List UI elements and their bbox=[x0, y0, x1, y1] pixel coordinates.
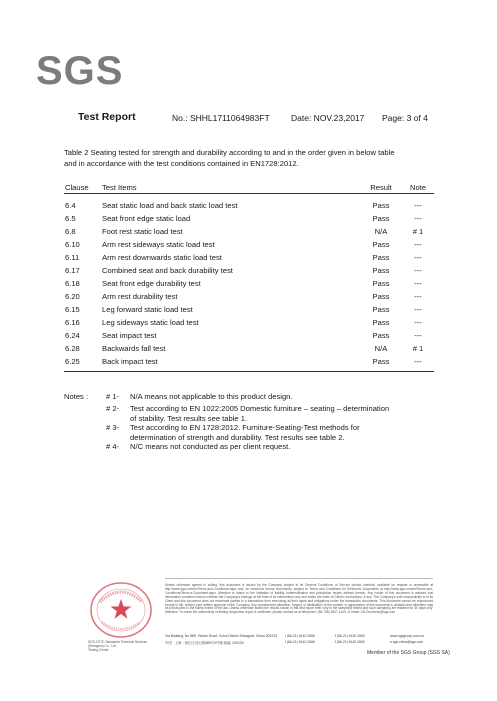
authenticity-note: Attention: To check the authenticity of testing /inspection report & certificate, please contact us at telephone: (86-755) 8307 1443, bbox=[165, 610, 347, 615]
note-line: Test according to EN 1728:2012. Furniture-Seating-Test methods for bbox=[130, 423, 360, 432]
clause-cell: 6.24 bbox=[65, 331, 80, 340]
address-chinese-row bbox=[165, 640, 424, 645]
header-test-items: Test Items bbox=[102, 183, 137, 192]
company-seal bbox=[88, 580, 154, 640]
note-cell: --- bbox=[414, 253, 422, 262]
intro-line: Table 2 Seating tested for strength and durability according to and in the order given in below table bbox=[64, 148, 395, 157]
table-row bbox=[64, 214, 434, 226]
note-text bbox=[130, 404, 436, 423]
phone: t (86-21) 6140 2666 bbox=[285, 634, 315, 638]
result-cell: Pass bbox=[372, 318, 390, 327]
test-item-cell: Seat static load and back static load test bbox=[102, 201, 238, 210]
result-cell: Pass bbox=[372, 331, 390, 340]
clause-cell: 6.15 bbox=[65, 305, 80, 314]
address-cn: 中国 · 上海 · 徐汇区宜山路889号3号楼 邮编: 200233 bbox=[165, 641, 244, 645]
note-cell: --- bbox=[414, 305, 422, 314]
fax: f (86-21) 6140 2660 bbox=[335, 640, 365, 644]
result-cell: Pass bbox=[372, 357, 390, 366]
note-marker: # 1- bbox=[106, 392, 120, 401]
member-statement: Member of the SGS Group (SGS SA) bbox=[367, 650, 450, 656]
test-item-cell: Arm rest sideways static load test bbox=[102, 240, 215, 249]
table-row bbox=[64, 253, 434, 265]
clause-cell: 6.16 bbox=[65, 318, 80, 327]
result-cell: Pass bbox=[372, 253, 390, 262]
table-row bbox=[64, 305, 434, 317]
clause-cell: 6.17 bbox=[65, 266, 80, 275]
result-cell: N/A bbox=[374, 344, 388, 353]
table-row bbox=[64, 201, 434, 213]
clause-cell: 6.5 bbox=[65, 214, 76, 223]
test-item-cell: Arm rest durability test bbox=[102, 292, 178, 301]
fax: f (86-21) 6140 2660 bbox=[335, 634, 365, 638]
header-rule bbox=[64, 193, 434, 194]
result-cell: N/A bbox=[374, 227, 388, 236]
report-header bbox=[78, 112, 438, 126]
table-row bbox=[64, 279, 434, 291]
table-row bbox=[64, 227, 434, 239]
table-row bbox=[64, 357, 434, 369]
logo-text: SGS bbox=[36, 49, 124, 93]
note-cell: --- bbox=[414, 214, 422, 223]
table-bottom-rule bbox=[64, 371, 434, 372]
terms-text: Unless otherwise agreed in writing, this document is issued by the Company subject to its General Conditions of Service printed overleaf, available on request or accessible at http://www.sgs.com/en/Terms-and-Conditions.aspx and, for electronic format documents, subject to Terms and Conditions for Electronic Documents at http://www.sgs.com/en/Terms-and-Conditions/Terms-e-Document.aspx. Attention is drawn to the limitation of liability, indemnification and jurisdiction issues defined therein. Any holder of this document is advised that information contained hereon reflects the Company's findings at the time of its intervention only and within the limits of Client's instructions, if any. The Company's sole responsibility is to its Client and this document does not exonerate parties to a transaction from exercising all their rights and obligations under the transaction documents. This document cannot be reproduced except in full, without prior written approval of the Company. Any unauthorized alteration, forgery or falsification of the content or appearance of this document is unlawful and offenders may be prosecuted to the fullest extent of the law. Unless otherwise stated the results shown in this test report refer only to the sample(s) tested and such sample(s) are retained for 30 days only. bbox=[165, 583, 433, 611]
note-marker: # 3- bbox=[106, 423, 120, 432]
header-clause: Clause bbox=[65, 183, 89, 192]
test-item-cell: Seat front edge static load bbox=[102, 214, 191, 223]
table-row bbox=[64, 331, 434, 343]
test-item-cell: Arm rest downwards static load test bbox=[102, 253, 222, 262]
intro-line: and in accordance with the test conditions contained in EN1728:2012. bbox=[64, 159, 299, 168]
note-cell: --- bbox=[414, 318, 422, 327]
result-cell: Pass bbox=[372, 292, 390, 301]
test-item-cell: Foot rest static load test bbox=[102, 227, 183, 236]
note-line: determination of strength and durability. Test results see table 2. bbox=[130, 432, 345, 442]
result-cell: Pass bbox=[372, 305, 390, 314]
seal-graphic bbox=[88, 580, 154, 640]
phone: t (86-21) 6140 2666 bbox=[285, 640, 315, 644]
note-marker: # 4- bbox=[106, 442, 120, 451]
address-english-row bbox=[165, 634, 424, 638]
report-title: Test Report bbox=[78, 111, 136, 123]
test-item-cell: Leg sideways static load test bbox=[102, 318, 199, 327]
result-cell: Pass bbox=[372, 279, 390, 288]
seal-caption-line: Testing Center bbox=[88, 648, 109, 652]
clause-cell: 6.28 bbox=[65, 344, 80, 353]
clause-cell: 6.10 bbox=[65, 240, 80, 249]
clause-cell: 6.18 bbox=[65, 279, 80, 288]
note-cell: --- bbox=[414, 266, 422, 275]
result-cell: Pass bbox=[372, 266, 390, 275]
table-intro bbox=[64, 147, 434, 169]
footer-divider bbox=[165, 578, 433, 579]
test-item-cell: Combined seat and back durability test bbox=[102, 266, 233, 275]
footer-fine-print bbox=[165, 584, 433, 615]
test-item-cell: Seat impact test bbox=[102, 331, 157, 340]
result-cell: Pass bbox=[372, 201, 390, 210]
note-cell: --- bbox=[414, 331, 422, 340]
note-text bbox=[130, 442, 436, 452]
header-result: Result bbox=[370, 183, 392, 192]
note-text bbox=[130, 423, 436, 442]
note-text bbox=[130, 392, 436, 402]
clause-cell: 6.25 bbox=[65, 357, 80, 366]
seal-caption bbox=[88, 640, 158, 652]
table-row bbox=[64, 344, 434, 356]
note-marker: # 2- bbox=[106, 404, 120, 413]
test-item-cell: Leg forward static load test bbox=[102, 305, 193, 314]
note-line: of stability. Test results see table 1. bbox=[130, 413, 248, 423]
note-cell: --- bbox=[414, 357, 422, 366]
result-cell: Pass bbox=[372, 240, 390, 249]
report-number: No.: SHHL1711064983FT bbox=[172, 113, 270, 123]
header-note: Note bbox=[409, 183, 427, 192]
note-cell: --- bbox=[414, 240, 422, 249]
clause-cell: 6.8 bbox=[65, 227, 76, 236]
page-number: Page: 3 of 4 bbox=[382, 113, 428, 123]
test-item-cell: Back impact test bbox=[102, 357, 158, 366]
test-item-cell: Backwards fall test bbox=[102, 344, 166, 353]
table-row bbox=[64, 266, 434, 278]
note-cell: --- bbox=[414, 201, 422, 210]
sgs-logo bbox=[36, 48, 124, 94]
clause-cell: 6.4 bbox=[65, 201, 76, 210]
address-en: 3rd Building, No.889, Yishan Road, Xuhui District Shanghai, China 200233 bbox=[165, 634, 277, 638]
result-cell: Pass bbox=[372, 214, 390, 223]
email: e sgs.china@sgs.com bbox=[390, 640, 424, 644]
report-date: Date: NOV.23,2017 bbox=[291, 113, 365, 123]
authenticity-email: or email: CN.Doccheck@sgs.com bbox=[347, 610, 396, 615]
note-cell: --- bbox=[414, 279, 422, 288]
table-row bbox=[64, 240, 434, 252]
website: www.sgsgroup.com.cn bbox=[390, 634, 424, 638]
note-cell: # 1 bbox=[412, 227, 424, 236]
note-line: N/A means not applicable to this product design. bbox=[130, 392, 293, 401]
table-row bbox=[64, 318, 434, 330]
seal-caption-line: SGS-CSTC Standards Technical Services (Shanghai) Co., Ltd. bbox=[88, 640, 148, 648]
note-line: N/C means not conducted as per client request. bbox=[130, 442, 291, 451]
clause-cell: 6.20 bbox=[65, 292, 80, 301]
table-row bbox=[64, 292, 434, 304]
note-cell: # 1 bbox=[412, 344, 424, 353]
note-line: Test according to EN 1022:2005 Domestic furniture – seating – determination bbox=[130, 404, 390, 413]
test-item-cell: Seat front edge durability test bbox=[102, 279, 201, 288]
clause-cell: 6.11 bbox=[65, 253, 80, 262]
notes-label: Notes : bbox=[64, 392, 89, 401]
note-cell: --- bbox=[414, 292, 422, 301]
